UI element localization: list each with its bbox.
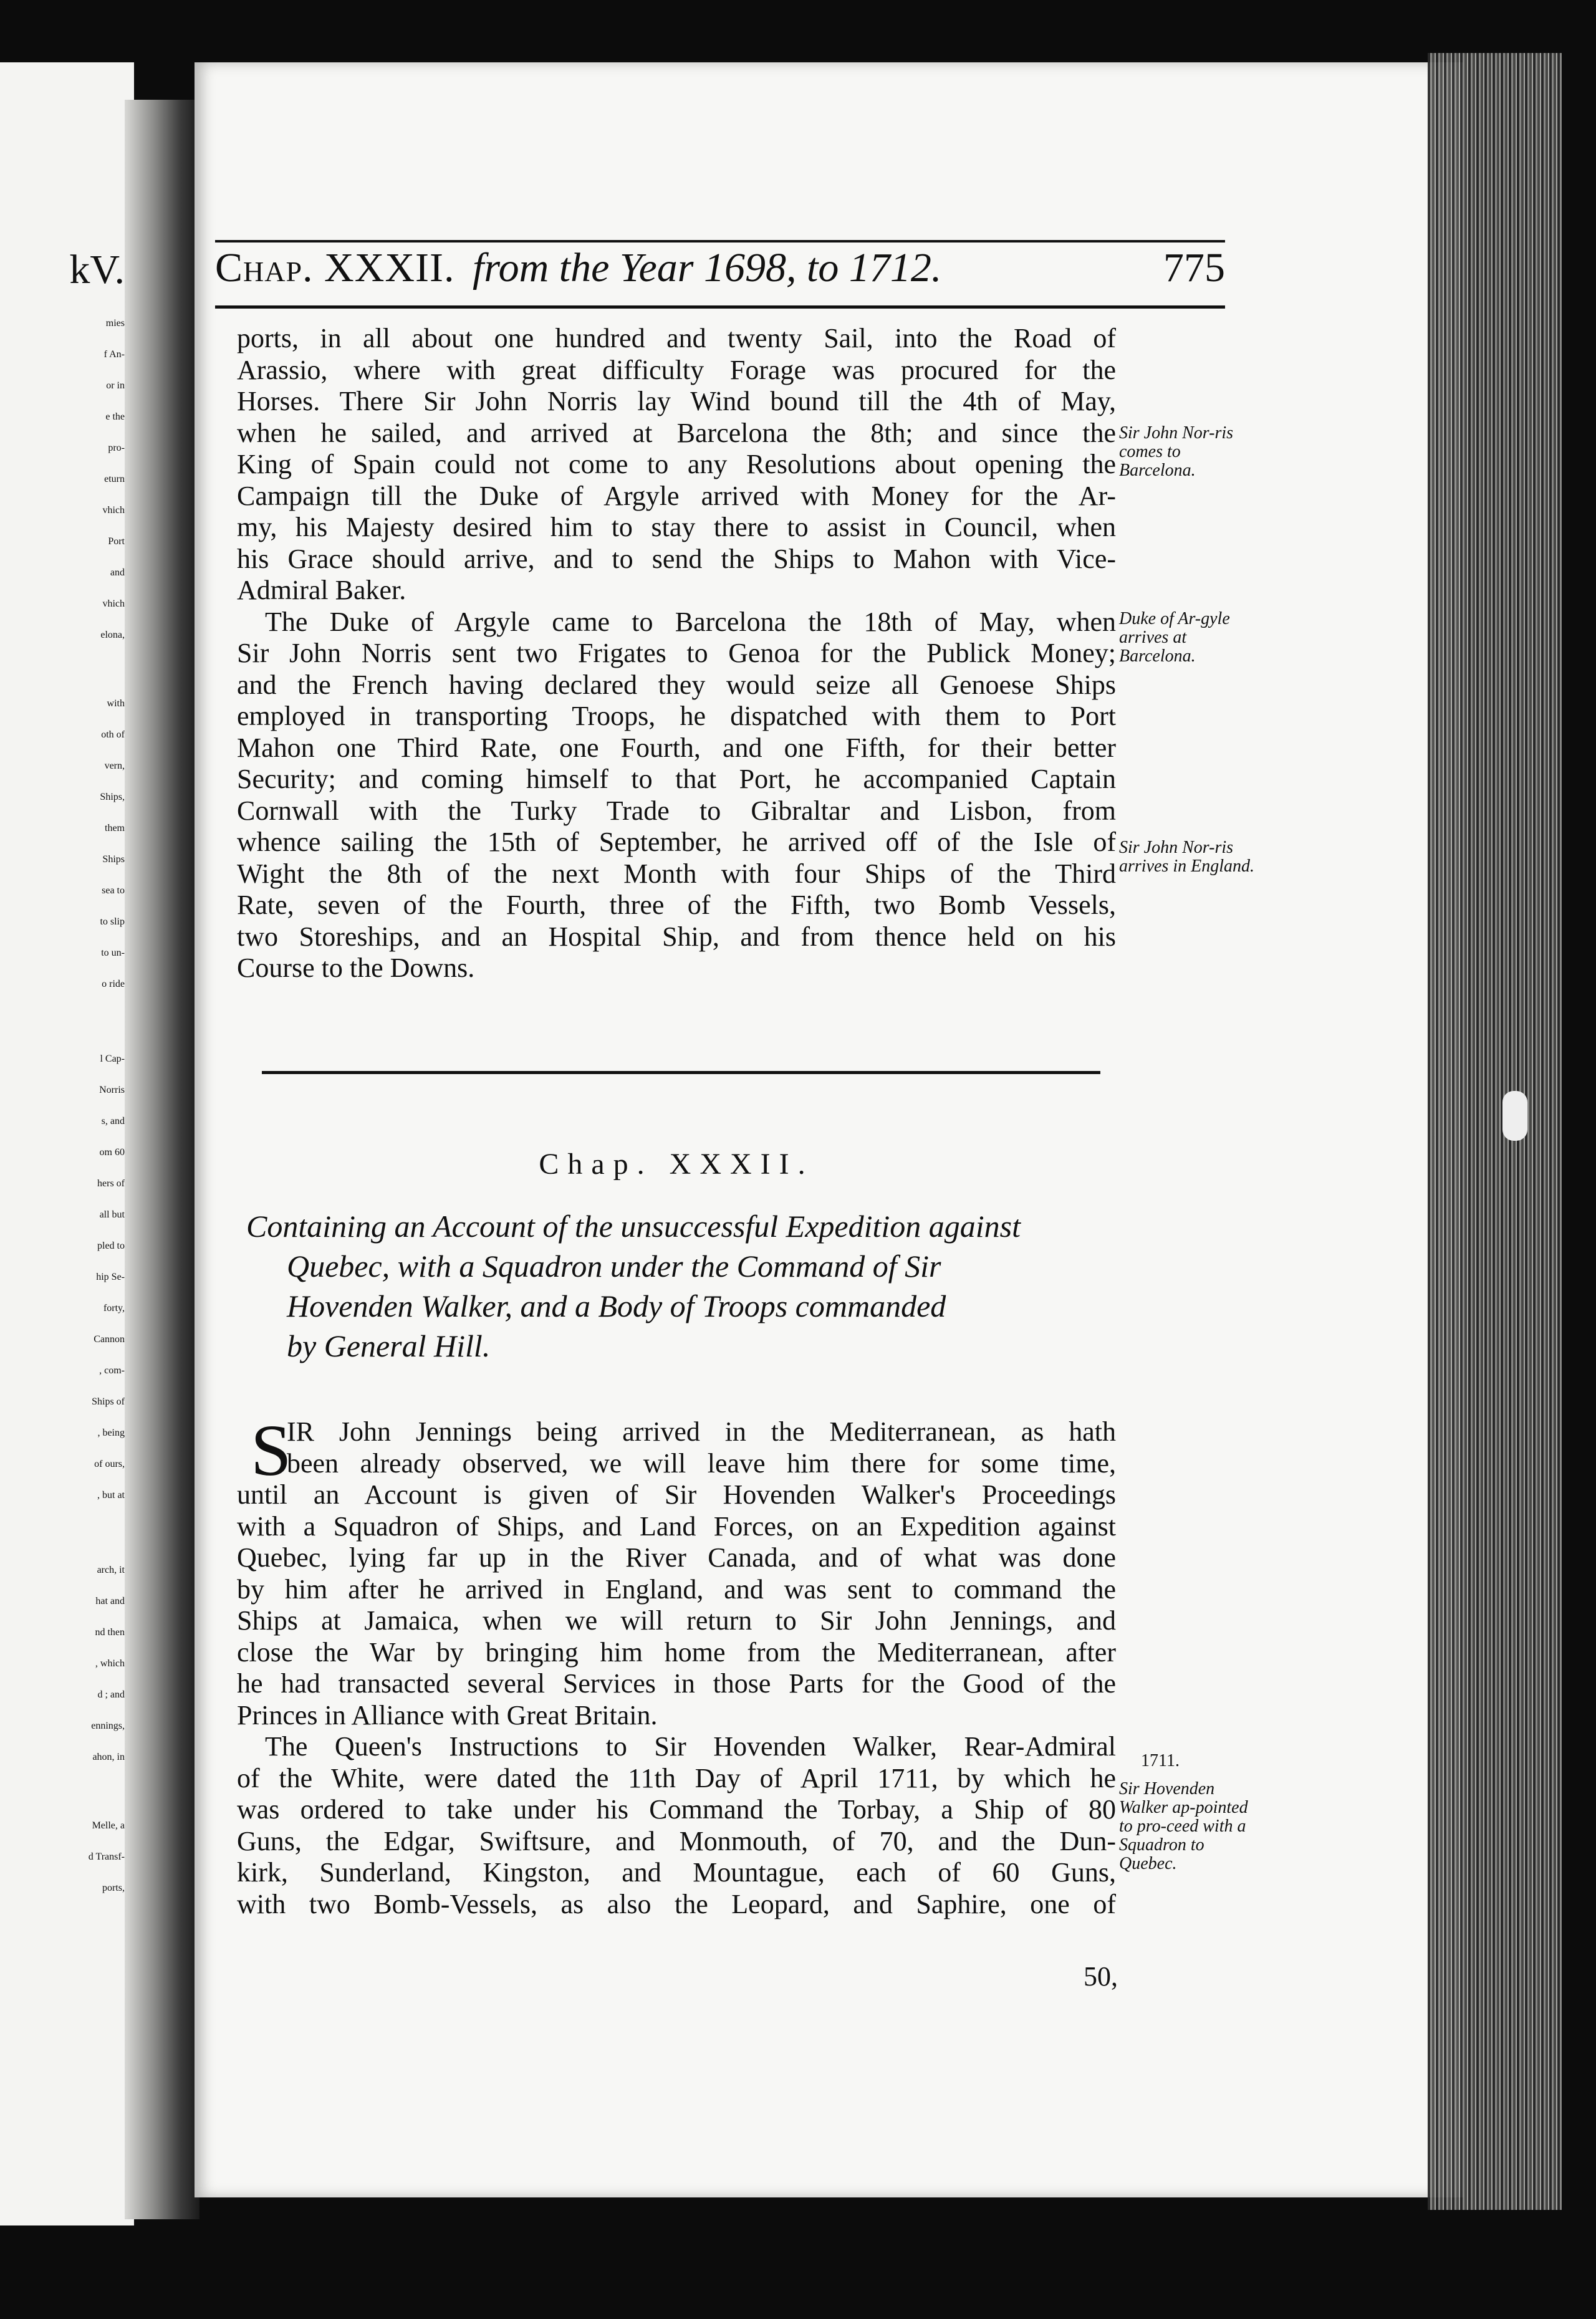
text-line: Ships at Jamaica, when we will return to Sir John Jennings, and [237,1605,1116,1636]
chapter-title-line: Containing an Account of the unsuccessful Expedition against [246,1209,1021,1244]
text-line: Campaign till the Duke of Argyle arrived with Money for the Ar- [237,480,1116,511]
text-line: my, his Majesty desired him to stay there to assist in Council, when [237,512,1116,542]
text-line: Sir John Norris sent two Frigates to Genoa for the Publick Money; [237,638,1116,668]
left-page-line: vhich [102,598,125,609]
text-line: close the War by bringing him home from the Mediterranean, after [237,1636,1116,1668]
left-page-line: Ships, [100,792,125,802]
left-page-line: , com- [99,1365,125,1376]
left-page-line: vhich [102,505,125,516]
head-rule-bottom [215,305,1225,309]
text-line: King of Spain could not come to any Resolutions about opening the [237,449,1116,479]
left-page-line: vern, [104,761,125,771]
text-line: was ordered to take under his Command the Torbay, a Ship of 80 [237,1794,1116,1825]
left-page-line: ahon, in [92,1752,125,1762]
left-page-line: pro- [108,443,125,453]
left-page-line: o ride [102,979,125,989]
left-page-line: sea to [102,885,125,896]
catchword: 50, [1084,1961,1118,1992]
left-page-line: with [107,698,125,709]
page-edges [1428,53,1562,2210]
left-page-line: Cannon [94,1334,125,1345]
margin-note: Sir Hovenden Walker ap-pointed to pro-ceed with a Squadron to Quebec. [1119,1779,1248,1873]
text-line: when he sailed, and arrived at Barcelona the 8th; and since the [237,417,1116,448]
page-clip [1502,1091,1527,1141]
page-number: 775 [1163,245,1225,290]
text-line: Security; and coming himself to that Port, he accompanied Captain [237,764,1116,794]
margin-note: 1711. [1141,1751,1180,1770]
left-page-line: of ours, [94,1459,125,1469]
left-page-line: Port [108,536,125,547]
left-page-line: or in [106,380,125,391]
text-line: Wight the 8th of the next Month with four Ships of the Third [237,858,1116,889]
running-head-chapter: Chap. XXXII. [215,245,455,290]
text-line: The Duke of Argyle came to Barcelona the 18th of May, when [265,606,1116,637]
left-page-line: f An- [103,349,125,360]
left-page-line: to un- [101,948,125,958]
text-line: been already observed, we will leave him there for some time, [287,1448,1116,1479]
left-page-line: l Cap- [100,1054,125,1064]
head-rule-top [215,240,1225,242]
margin-note: Sir John Nor-ris comes to Barcelona. [1119,423,1234,480]
left-page-line: arch, it [97,1565,125,1575]
text-line: Arassio, where with great difficulty Forage was procured for the [237,354,1116,385]
section-1-text [237,323,1116,984]
text-line: kirk, Sunderland, Kingston, and Mountague, each of 60 Guns, [237,1857,1116,1888]
margin-note: Sir John Nor-ris arrives in England. [1119,838,1254,876]
left-page-line: ports, [102,1883,125,1893]
text-line: IR John Jennings being arrived in the Mediterranean, as hath [287,1416,1116,1447]
chapter-title-line: Quebec, with a Squadron under the Command of Sir [287,1249,941,1284]
chapter-title-line: Hovenden Walker, and a Body of Troops commanded [287,1289,946,1323]
left-page-line: Ships [102,854,125,865]
text-line: Princes in Alliance with Great Britain. [237,1699,658,1731]
text-line: Guns, the Edgar, Swiftsure, and Monmouth, of 70, and the Dun- [237,1825,1116,1856]
left-page-line: all but [99,1209,125,1220]
left-page-line: hers of [97,1178,125,1189]
text-line: his Grace should arrive, and to send the Ships to Mahon with Vice- [237,543,1116,574]
text-line: with two Bomb-Vessels, as also the Leopard, and Saphire, one of [237,1888,1116,1919]
text-line: Horses. There Sir John Norris lay Wind bound till the 4th of May, [237,386,1116,416]
text-line: he had transacted several Services in those Parts for the Good of the [237,1668,1116,1699]
left-page-line: , being [97,1428,125,1438]
left-page-line: mies [105,318,125,329]
left-page-line: , but at [97,1490,125,1500]
book-gutter [125,100,200,2219]
left-page-line: hip Se- [96,1272,125,1282]
left-page-line: them [105,823,125,833]
left-page-line: nd then [95,1627,125,1638]
running-head [215,244,1225,307]
text-line: and the French having declared they would seize all Genoese Ships [237,669,1116,700]
left-page-line: kV. [69,247,125,292]
text-line: Cornwall with the Turky Trade to Gibraltar and Lisbon, from [237,795,1116,826]
text-line: employed in transporting Troops, he dispatched with them to Port [237,701,1116,731]
running-head-years: from the Year 1698, to 1712. [473,245,942,290]
margin-note: Duke of Ar-gyle arrives at Barcelona. [1119,609,1230,666]
left-page-line: to slip [100,916,125,927]
text-line: Admiral Baker. [237,575,406,605]
chapter-divider-rule [262,1071,1100,1074]
left-page-line: eturn [104,474,125,484]
text-line: until an Account is given of Sir Hovenden Walker's Proceedings [237,1479,1116,1510]
drop-cap: S [251,1409,292,1491]
text-line: The Queen's Instructions to Sir Hovenden Walker, Rear-Admiral [265,1731,1116,1762]
left-page-line: d Transf- [88,1851,125,1862]
section-2-text [237,1409,1116,1920]
left-page-line: om 60 [99,1147,125,1158]
text-line: with a Squadron of Ships, and Land Forces, on an Expedition against [237,1510,1116,1542]
left-page-line: oth of [101,729,125,740]
left-page-line: , which [95,1658,125,1669]
left-page-line: pled to [97,1241,125,1251]
text-line: whence sailing the 15th of September, he arrived off of the Isle of [237,827,1116,857]
text-line: of the White, were dated the 11th Day of April 1711, by which he [237,1762,1116,1793]
text-line: Quebec, lying far up in the River Canada, and of what was done [237,1542,1116,1573]
chapter-title-line: by General Hill. [287,1328,491,1363]
left-page-line: Ships of [92,1396,125,1407]
left-page-line: e the [105,411,125,422]
text-line: Mahon one Third Rate, one Fourth, and one Fifth, for their better [237,732,1116,763]
text-line: by him after he arrived in England, and was sent to command the [237,1573,1116,1605]
chapter-heading: Chap. XXXII. [539,1148,814,1181]
left-page-line: elona, [100,630,125,640]
text-line: Rate, seven of the Fourth, three of the Fifth, two Bomb Vessels, [237,890,1116,920]
text-line: Course to the Downs. [237,953,475,983]
left-page-line: Norris [99,1085,125,1095]
left-page-line: Melle, a [92,1820,125,1831]
left-page-line: and [110,567,125,578]
text-line: ports, in all about one hundred and twenty Sail, into the Road of [237,323,1116,353]
left-page-line: hat and [95,1596,125,1606]
text-line: two Storeships, and an Hospital Ship, and from thence held on his [237,921,1116,952]
left-page-line: forty, [103,1303,125,1313]
left-page-line: d ; and [97,1689,125,1700]
left-page-line: ennings, [91,1721,125,1731]
left-page-line: s, and [101,1116,125,1126]
chapter-title [246,1206,1119,1366]
